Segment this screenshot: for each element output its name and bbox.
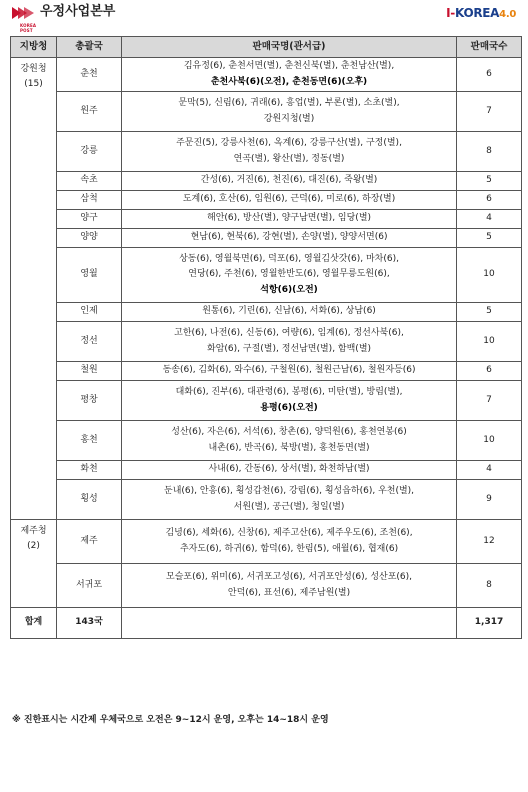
count-cell: 6 bbox=[457, 191, 522, 210]
region-cell bbox=[11, 520, 57, 608]
header-offices: 판매국명(관서급) bbox=[121, 37, 456, 58]
office-line: 사내(6), 간동(6), 상서(별), 화천하남(별) bbox=[208, 464, 370, 475]
hub-cell: 인제 bbox=[57, 303, 122, 322]
table-row bbox=[11, 229, 522, 248]
hub-cell: 화천 bbox=[57, 461, 122, 480]
office-line: 연곡(별), 왕산(별), 정동(별) bbox=[233, 153, 345, 164]
parttime-office-line: 춘천사북(6)(오전), 춘천동면(6)(오후) bbox=[210, 76, 368, 87]
korea-post-logo bbox=[10, 4, 116, 33]
hub-cell: 춘천 bbox=[57, 58, 122, 92]
office-line: 연당(6), 주천(6), 영월한반도(6), 영월무릉도원(6), bbox=[188, 269, 390, 280]
offices-cell bbox=[121, 58, 456, 92]
offices-cell bbox=[121, 381, 456, 421]
office-line: 추자도(6), 하귀(6), 함덕(6), 한림(5), 애월(6), 협재(6) bbox=[179, 543, 399, 554]
office-line: 서원(별), 공근(별), 청일(별) bbox=[233, 501, 345, 512]
count-cell: 4 bbox=[457, 461, 522, 480]
korea-post-emblem-icon bbox=[10, 4, 37, 33]
hub-cell: 제주 bbox=[57, 520, 122, 564]
count-cell: 10 bbox=[457, 421, 522, 461]
count-cell: 10 bbox=[457, 248, 522, 303]
parttime-office-line: 용평(6)(오전) bbox=[260, 402, 318, 413]
offices-cell bbox=[121, 480, 456, 520]
offices-cell bbox=[121, 564, 456, 608]
table-row bbox=[11, 210, 522, 229]
count-cell: 5 bbox=[457, 172, 522, 191]
table-row bbox=[11, 132, 522, 172]
hub-cell: 영월 bbox=[57, 248, 122, 303]
count-cell: 9 bbox=[457, 480, 522, 520]
hub-cell: 정선 bbox=[57, 322, 122, 362]
region-name: 제주청 bbox=[20, 526, 47, 536]
table-row bbox=[11, 303, 522, 322]
count-cell: 10 bbox=[457, 322, 522, 362]
header-region: 지방청 bbox=[11, 37, 57, 58]
office-line: 안덕(6), 표선(6), 제주남원(별) bbox=[227, 587, 351, 598]
hub-cell: 양양 bbox=[57, 229, 122, 248]
hub-cell: 철원 bbox=[57, 362, 122, 381]
count-cell: 8 bbox=[457, 132, 522, 172]
office-line: 김녕(6), 세화(6), 신창(6), 제주고산(6), 제주우도(6), 조천(6), bbox=[165, 528, 413, 539]
logo-korea: KOREA bbox=[454, 6, 500, 20]
office-line: 해안(6), 방산(별), 양구남면(별), 임당(별) bbox=[207, 213, 372, 224]
count-cell: 12 bbox=[457, 520, 522, 564]
table-row bbox=[11, 322, 522, 362]
offices-cell bbox=[121, 520, 456, 564]
office-line: 주문진(5), 강릉사천(6), 옥계(6), 강릉구산(별), 구정(별), bbox=[176, 138, 402, 149]
logo-number: 4.0 bbox=[499, 9, 516, 20]
header-hub: 총괄국 bbox=[57, 37, 122, 58]
count-cell: 6 bbox=[457, 58, 522, 92]
total-count: 1,317 bbox=[457, 608, 522, 639]
hub-cell: 삼척 bbox=[57, 191, 122, 210]
office-line: 상동(6), 영월북면(6), 덕포(6), 영월김삿갓(6), 마차(6), bbox=[179, 254, 399, 265]
offices-cell bbox=[121, 461, 456, 480]
region-name: 강원청 bbox=[20, 64, 47, 74]
table-row bbox=[11, 191, 522, 210]
table-row bbox=[11, 362, 522, 381]
offices-cell bbox=[121, 132, 456, 172]
offices-cell bbox=[121, 421, 456, 461]
office-line: 성산(6), 자은(6), 서석(6), 창촌(6), 양덕원(6), 홍천연봉(6) bbox=[171, 427, 407, 438]
page-header bbox=[0, 0, 528, 33]
offices-cell bbox=[121, 322, 456, 362]
office-line: 강원지청(별) bbox=[263, 113, 315, 124]
offices-cell bbox=[121, 229, 456, 248]
table-row bbox=[11, 381, 522, 421]
offices-cell bbox=[121, 303, 456, 322]
parttime-office-line: 석항(6)(오전) bbox=[260, 284, 318, 295]
count-cell: 5 bbox=[457, 229, 522, 248]
total-label: 합계 bbox=[11, 608, 57, 639]
hub-cell: 홍천 bbox=[57, 421, 122, 461]
table-row bbox=[11, 480, 522, 520]
office-line: 모슬포(6), 위미(6), 서귀포고성(6), 서귀포안성(6), 성산포(6), bbox=[166, 572, 413, 583]
office-line: 동송(6), 김화(6), 와수(6), 구철원(6), 철원근남(6), 철원자등(6) bbox=[162, 365, 416, 376]
i-korea-logo bbox=[446, 6, 516, 22]
table-row bbox=[11, 520, 522, 564]
table-row bbox=[11, 172, 522, 191]
hub-cell: 횡성 bbox=[57, 480, 122, 520]
table-row bbox=[11, 58, 522, 92]
offices-cell bbox=[121, 92, 456, 132]
hub-cell: 속초 bbox=[57, 172, 122, 191]
hub-cell: 양구 bbox=[57, 210, 122, 229]
hub-cell: 원주 bbox=[57, 92, 122, 132]
region-count: (2) bbox=[27, 541, 40, 552]
office-line: 화암(6), 구절(별), 정선남면(별), 함백(별) bbox=[207, 343, 372, 354]
table-row bbox=[11, 92, 522, 132]
count-cell: 6 bbox=[457, 362, 522, 381]
hub-cell: 서귀포 bbox=[57, 564, 122, 608]
office-line: 도계(6), 호산(6), 임원(6), 근덕(6), 미로(6), 하장(별) bbox=[182, 194, 396, 205]
offices-cell bbox=[121, 248, 456, 303]
post-office-table bbox=[10, 36, 522, 639]
office-line: 문막(5), 신림(6), 귀래(6), 흥업(별), 부론(별), 소초(별), bbox=[178, 98, 400, 109]
table-row bbox=[11, 564, 522, 608]
office-line: 둔내(6), 안흥(6), 횡성갑천(6), 강림(6), 횡성읍하(6), 우천(별), bbox=[164, 486, 415, 497]
hub-cell: 평창 bbox=[57, 381, 122, 421]
count-cell: 4 bbox=[457, 210, 522, 229]
table-row bbox=[11, 421, 522, 461]
count-cell: 7 bbox=[457, 381, 522, 421]
offices-cell bbox=[121, 172, 456, 191]
table-row bbox=[11, 461, 522, 480]
office-line: 간성(6), 거진(6), 천진(6), 대진(6), 죽왕(별) bbox=[200, 175, 378, 186]
office-line: 현남(6), 현북(6), 강현(별), 손양(별), 양양서면(6) bbox=[190, 232, 388, 243]
offices-cell bbox=[121, 191, 456, 210]
office-line: 내촌(6), 반곡(6), 북방(별), 홍천동면(별) bbox=[208, 442, 370, 453]
hub-cell: 강릉 bbox=[57, 132, 122, 172]
total-hubs: 143국 bbox=[57, 608, 122, 639]
offices-cell bbox=[121, 362, 456, 381]
region-count: (15) bbox=[24, 79, 43, 90]
total-offices bbox=[121, 608, 456, 639]
logo-title: 우정사업본부 bbox=[40, 4, 116, 19]
logo-i: I- bbox=[446, 6, 455, 20]
table-row bbox=[11, 248, 522, 303]
office-line: 고한(6), 나전(6), 신동(6), 여량(6), 임계(6), 정선사북(6), bbox=[174, 328, 404, 339]
region-cell bbox=[11, 58, 57, 520]
count-cell: 8 bbox=[457, 564, 522, 608]
office-line: 김유정(6), 춘천서면(별), 춘천신북(별), 춘천남산(별), bbox=[183, 61, 395, 72]
office-line: 원통(6), 기린(6), 신남(6), 서화(6), 상남(6) bbox=[202, 306, 376, 317]
table-body bbox=[11, 58, 522, 639]
office-line: 대화(6), 진부(6), 대관령(6), 봉평(6), 미탄(별), 방림(별), bbox=[175, 387, 403, 398]
footnote: ※ 진한표시는 시간제 우체국으로 오전은 9~12시 운영, 오후는 14~18시 운영 bbox=[12, 715, 329, 725]
table-header-row bbox=[11, 37, 522, 58]
offices-cell bbox=[121, 210, 456, 229]
count-cell: 7 bbox=[457, 92, 522, 132]
total-row bbox=[11, 608, 522, 639]
header-count: 판매국수 bbox=[457, 37, 522, 58]
logo-subtitle: KOREA POST bbox=[20, 23, 37, 33]
count-cell: 5 bbox=[457, 303, 522, 322]
